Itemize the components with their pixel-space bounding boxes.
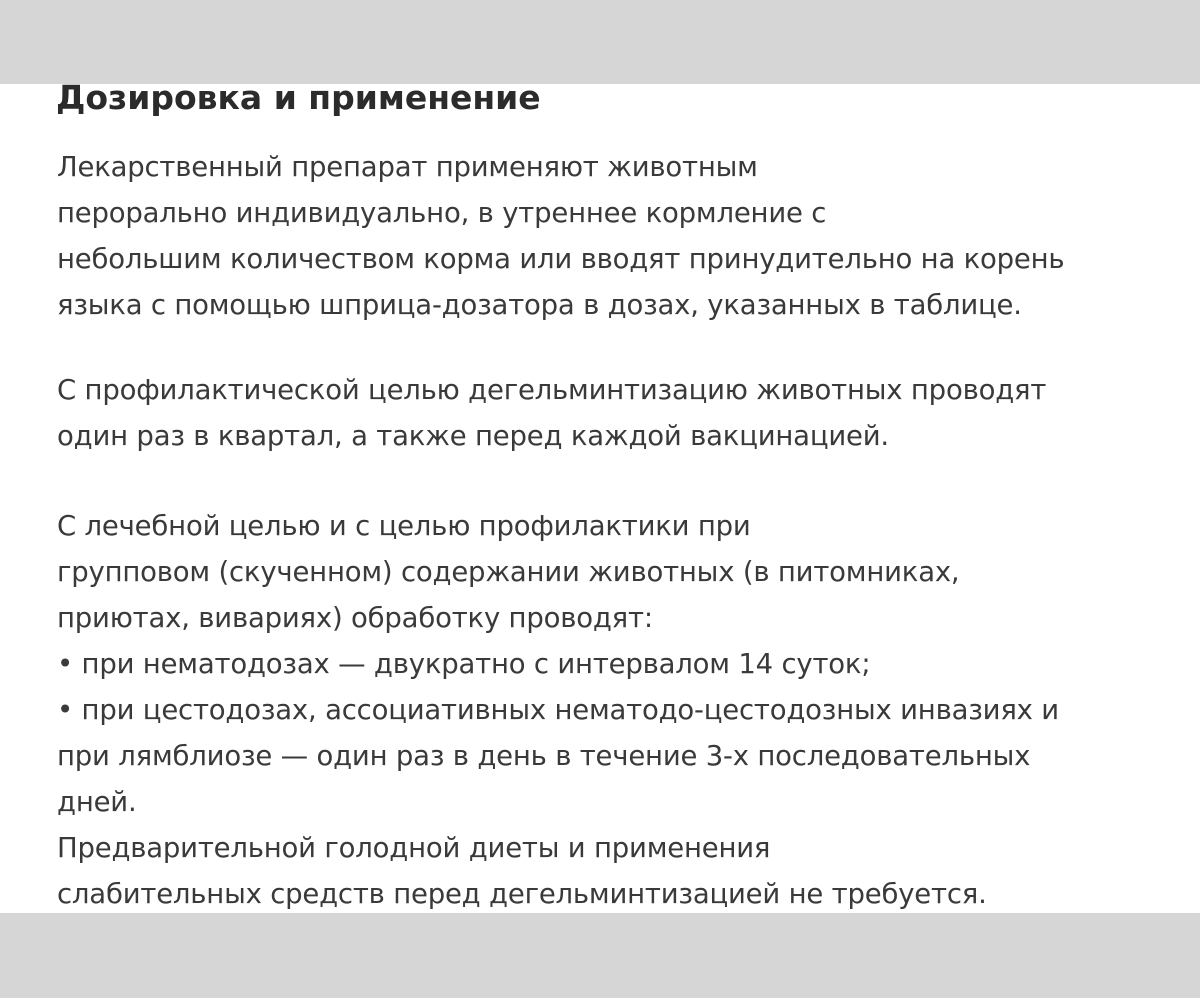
paragraph-line: перорально индивидуально, в утреннее кормление с bbox=[57, 197, 827, 229]
paragraph-line: языка с помощью шприца-дозатора в дозах, указанных в таблице. bbox=[57, 289, 1022, 321]
paragraph-line: С лечебной целью и с целью профилактики при bbox=[57, 510, 751, 542]
paragraph-line: групповом (скученном) содержании животных (в питомниках, bbox=[57, 556, 960, 588]
paragraph-line: С профилактической целью дегельминтизацию животных проводят bbox=[57, 374, 1047, 406]
paragraph-prophylaxis bbox=[57, 367, 1046, 459]
diet-note-line: Предварительной голодной диеты и применения bbox=[57, 832, 771, 864]
diet-note-line: слабительных средств перед дегельминтизацией не требуется. bbox=[57, 878, 987, 910]
list-item-nematodoses: • при нематодозах — двукратно с интервалом 14 суток; bbox=[57, 648, 871, 680]
paragraph-line: небольшим количеством корма или вводят принудительно на корень bbox=[57, 243, 1065, 275]
paragraph-administration bbox=[57, 144, 1064, 328]
list-item-cestodoses-end: дней. bbox=[57, 786, 137, 818]
paragraph-line: приютах, вивариях) обработку проводят: bbox=[57, 602, 653, 634]
list-item-cestodoses: • при цестодозах, ассоциативных нематодо-цестодозных инвазиях и bbox=[57, 694, 1059, 726]
list-item-cestodoses-continued: при лямблиозе — один раз в день в течение 3-х последовательных bbox=[57, 740, 1031, 772]
bottom-margin-band bbox=[0, 913, 1200, 998]
section-heading: Дозировка и применение bbox=[56, 78, 541, 117]
paragraph-treatment bbox=[57, 503, 1059, 917]
paragraph-line: один раз в квартал, а также перед каждой вакцинацией. bbox=[57, 420, 889, 452]
paragraph-line: Лекарственный препарат применяют животным bbox=[57, 151, 758, 183]
top-margin-band bbox=[0, 0, 1200, 84]
